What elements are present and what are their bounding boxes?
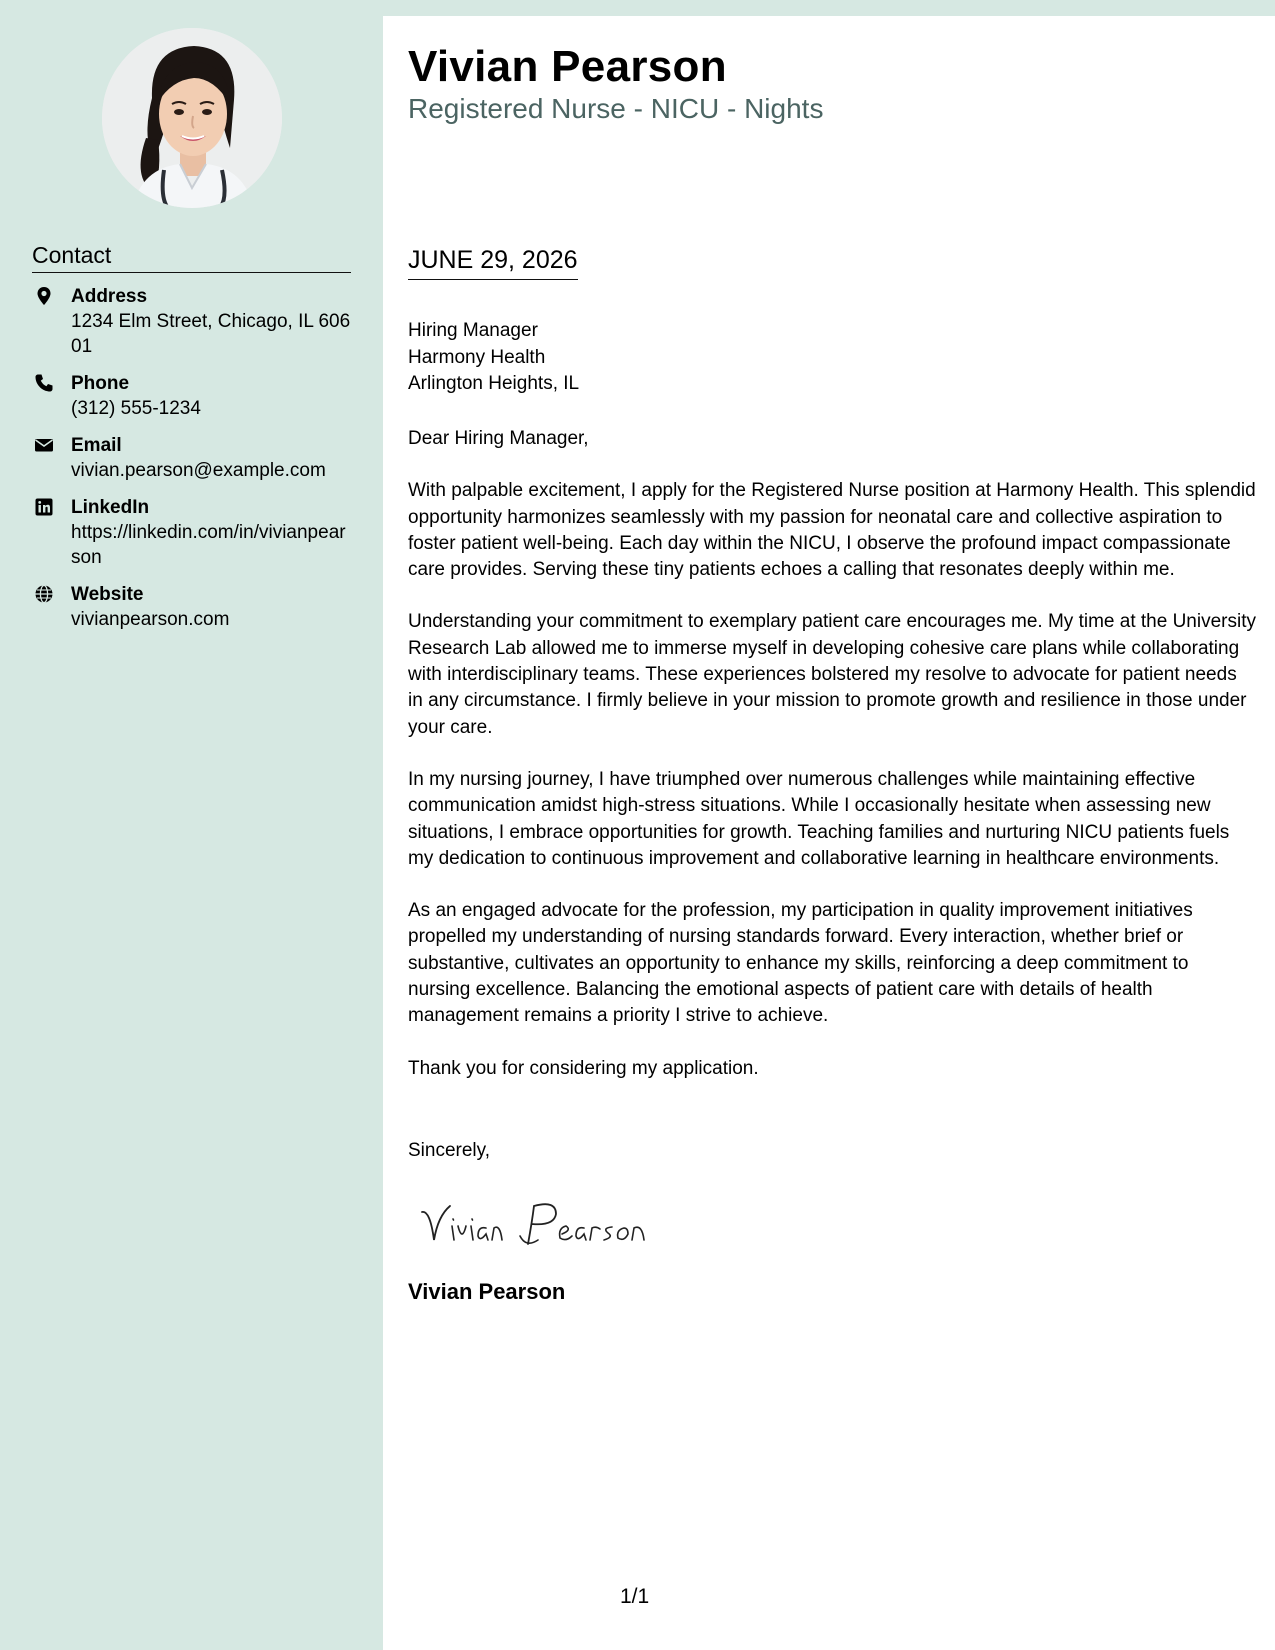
contact-item-linkedin <box>32 495 352 570</box>
phone-label: Phone <box>71 373 130 394</box>
contact-heading: Contact <box>32 240 351 273</box>
phone-value: (312) 555-1234 <box>71 398 201 419</box>
contact-item-address <box>32 284 352 359</box>
map-pin-icon <box>34 286 54 306</box>
linkedin-value[interactable]: https://linkedin.com/in/vivianpearson <box>71 522 346 568</box>
paragraph-4: As an engaged advocate for the profession, my participation in quality improvement initiatives propelled my understanding of nursing standards forward. Every interaction, whether brief or substantive, cultivates an opportunity to enhance my skills, reinforcing a deep commitment to nursing excellence. Balancing the emotional aspects of patient care with details of health management remains a priority I strive to achieve. <box>408 900 1193 1027</box>
linkedin-icon <box>34 497 54 517</box>
phone-icon <box>34 373 54 393</box>
closing: Sincerely, <box>408 1140 491 1161</box>
paragraph-3: In my nursing journey, I have triumphed over numerous challenges while maintaining effective communication amidst high-stress situations. While I occasionally hesitate when assessing new situations, I embrace opportunities for growth. Teaching families and nurturing NICU patients fuels my dedication to continuous improvement and collaborative learning in healthcare environments. <box>408 768 1230 869</box>
website-label: Website <box>71 584 144 605</box>
applicant-title: Registered Nurse - NICU - Nights <box>408 93 824 124</box>
profile-photo <box>102 28 282 208</box>
recipient-name: Hiring Manager <box>408 320 538 341</box>
contact-item-website <box>32 582 352 632</box>
contact-list <box>32 284 352 644</box>
email-value[interactable]: vivian.pearson@example.com <box>71 460 326 481</box>
avatar <box>102 28 282 208</box>
website-value[interactable]: vivianpearson.com <box>71 609 230 630</box>
signed-name: Vivian Pearson <box>408 1279 566 1304</box>
paragraph-2: Understanding your commitment to exemplary patient care encourages me. My time at the University Research Lab allowed me to immerse myself in developing cohesive care plans while collaborating with interdisciplinary teams. These experiences bolstered my resolve to advocate for patient needs in any circumstance. I firmly believe in your mission to promote growth and resilience in those under your care. <box>408 611 1256 738</box>
linkedin-label: LinkedIn <box>71 497 150 518</box>
recipient-location: Arlington Heights, IL <box>408 373 580 394</box>
recipient-block <box>408 318 579 398</box>
contact-item-phone <box>32 371 352 421</box>
paragraph-1: With palpable excitement, I apply for the Registered Nurse position at Harmony Health. This splendid opportunity harmonizes seamlessly with my passion for neonatal care and collective aspiration to foster patient well-being. Each day within the NICU, I observe the profound impact compassionate care provides. Serving these tiny patients echoes a calling that resonates deeply within me. <box>408 480 1256 581</box>
email-label: Email <box>71 435 122 456</box>
applicant-name: Vivian Pearson <box>408 42 727 91</box>
letter-body <box>408 426 1256 1108</box>
page-number: 1/1 <box>620 1585 650 1608</box>
globe-icon <box>34 584 54 604</box>
recipient-company: Harmony Health <box>408 346 546 368</box>
letter-date: JUNE 29, 2026 <box>408 244 578 280</box>
address-label: Address <box>71 286 148 307</box>
sidebar <box>0 0 383 1650</box>
address-value: 1234 Elm Street, Chicago, IL 60601 <box>71 311 351 357</box>
handwritten-signature <box>416 1196 676 1256</box>
contact-item-email <box>32 433 352 483</box>
salutation: Dear Hiring Manager, <box>408 428 589 449</box>
envelope-icon <box>34 435 54 455</box>
letter-page <box>383 16 1275 1650</box>
paragraph-5: Thank you for considering my application. <box>408 1057 759 1079</box>
